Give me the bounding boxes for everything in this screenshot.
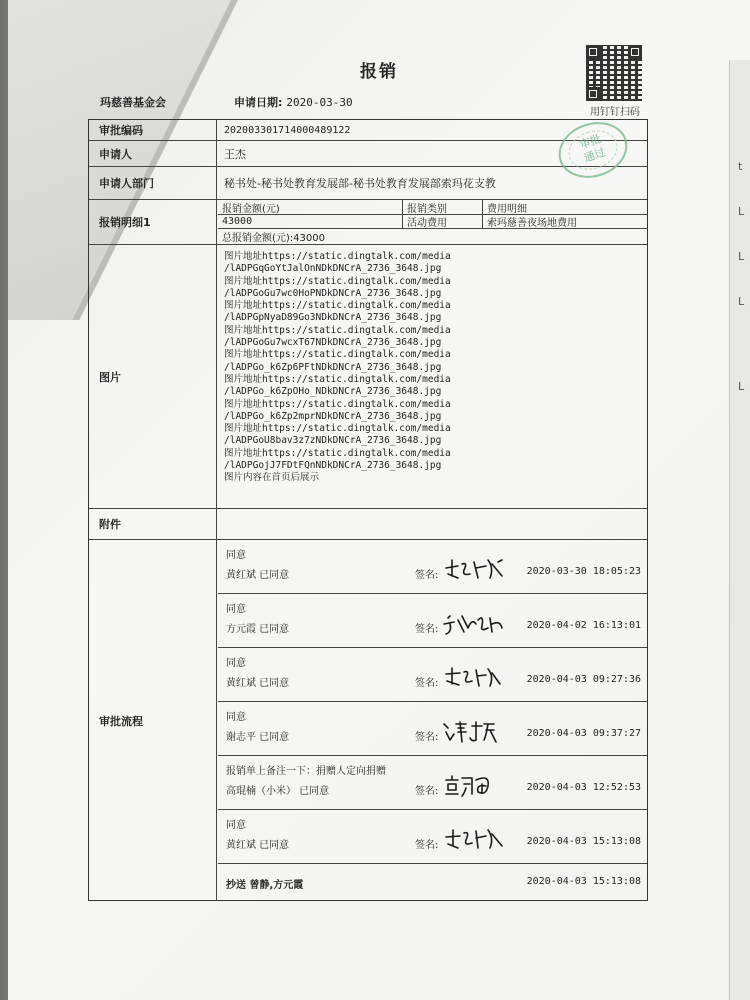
header-type: 报销类别 [403,200,483,215]
step-approver: 黄红斌 已同意 [226,570,290,581]
image-url-line: 图片地址https://static.dingtalk.com/media [224,251,451,262]
image-url-line: /lADPGo_k6Zp2mprNDkDNCrA_2736_3648.jpg [224,410,442,422]
image-url-line: 图片内容在首页后展示 [224,472,320,484]
qr-finder-icon [586,87,600,101]
image-url-line: 图片地址https://static.dingtalk.com/media [224,447,451,459]
image-url-line: /lADPGqGoYtJalOnNDkDNCrA_2736_3648.jpg [224,263,442,275]
approval-step [218,756,647,810]
header-amount: 报销金额(元) [218,200,403,215]
label-applicant: 申请人 [89,141,217,166]
step-time: 2020-04-03 09:37:27 [526,728,641,739]
label-expense-detail: 报销明细1 [89,200,217,244]
handwritten-signature [442,664,506,690]
value-amount: 43000 [218,215,403,229]
label-images: 图片 [89,245,217,508]
image-url-line: /lADPGpNyaD89Go3NDkDNCrA_2736_3648.jpg [224,312,442,324]
signature-label: 签名: [415,786,439,797]
approval-step [218,648,647,702]
expense-detail-grid [218,200,647,244]
label-attachments: 附件 [89,509,217,539]
handwritten-signature [442,556,506,582]
reimbursement-table [88,119,648,901]
step-approver: 黄红斌 已同意 [226,840,290,851]
side-mark: L [738,295,745,308]
step-time: 2020-04-03 12:52:53 [526,782,641,793]
step-approver: 高琨楠（小米） 已同意 [226,786,330,797]
document-title: 报销 [360,62,398,82]
approval-step [218,810,647,864]
approval-step [218,594,647,648]
approval-step [218,702,647,756]
step-note: 报销单上备注一下：捐赠人定向捐赠 [226,766,386,777]
image-url-line: 图片地址https://static.dingtalk.com/media [224,373,451,385]
step-note: 同意 [226,712,246,723]
image-url-line: 图片地址https://static.dingtalk.com/media [224,275,451,287]
adjacent-page-strip [729,60,750,1000]
image-url-line: /lADPGoU8bav3z7zNDkDNCrA_2736_3648.jpg [224,435,442,447]
side-mark: L [738,250,745,263]
apply-date-label: 申请日期: [234,96,283,109]
signature-label: 签名: [415,732,439,743]
signature-label: 签名: [415,570,439,581]
qr-finder-icon [628,45,642,59]
value-total: 总报销金额(元):43000 [222,232,325,244]
row-department [89,167,647,200]
document-page [8,0,750,1000]
step-time: 2020-04-02 16:13:01 [526,620,641,631]
signature-label: 签名: [415,678,439,689]
handwritten-signature [442,610,506,636]
qr-code-icon [586,45,642,101]
step-approver: 黄红斌 已同意 [226,678,290,689]
image-url-list [218,251,451,485]
label-department: 申请人部门 [89,167,217,199]
image-url-line: 图片地址https://static.dingtalk.com/media [224,398,451,410]
step-approver: 方元霞 已同意 [226,624,290,635]
image-url-line: /lADPGo_k6ZpOHo_NDkDNCrA_2736_3648.jpg [224,386,442,398]
value-attachments [218,509,647,539]
qr-caption: 用钉钉扫码 [590,107,640,118]
value-type: 活动费用 [403,215,483,229]
handwritten-signature [442,718,506,744]
side-mark: L [738,205,745,218]
qr-finder-icon [586,45,600,59]
image-url-line: 图片地址https://static.dingtalk.com/media [224,423,451,435]
step-time: 2020-03-30 18:05:23 [526,566,641,577]
image-url-line: 图片地址https://static.dingtalk.com/media [224,300,451,312]
step-approver: 谢志平 已同意 [226,732,290,743]
header-detail: 费用明细 [483,200,648,215]
stamp-line-2: 通过 [582,145,608,165]
organization-name: 玛慈善基金会 [100,96,166,109]
cc-recipients: 抄送 曾静,方元霞 [226,880,304,891]
apply-date-value: 2020-03-30 [286,96,353,109]
cc-time: 2020-04-03 15:13:08 [526,876,641,887]
side-mark: t [738,160,743,173]
value-department: 秘书处-秘书处教育发展部-秘书处教育发展部索玛花支教 [224,177,496,190]
image-url-line: 图片地址https://static.dingtalk.com/media [224,349,451,361]
label-approval-flow: 审批流程 [89,540,217,901]
step-note: 同意 [226,820,246,831]
handwritten-signature [442,826,506,852]
step-note: 同意 [226,658,246,669]
value-detail: 索玛慈善夜场地费用 [483,215,648,229]
row-expense-detail [89,200,647,245]
image-url-line: /lADPGoGu7wc0HoPNDkDNCrA_2736_3648.jpg [224,287,442,299]
row-approval-flow [89,540,647,901]
row-images [89,245,647,509]
image-url-line: /lADPGo_k6Zp6PFtNDkDNCrA_2736_3648.jpg [224,361,442,373]
label-approval-no: 审批编码 [89,120,217,140]
step-time: 2020-04-03 09:27:36 [526,674,641,685]
row-attachments [89,509,647,540]
image-url-line: 图片地址https://static.dingtalk.com/media [224,324,451,336]
step-note: 同意 [226,604,246,615]
image-url-line: /lADPGojJ7FDtFQnNDkDNCrA_2736_3648.jpg [224,460,442,472]
value-approval-no: 202003301714000489122 [224,124,351,136]
stamp-line-1: 审批 [577,132,603,152]
signature-label: 签名: [415,840,439,851]
signature-label: 签名: [415,624,439,635]
step-note: 同意 [226,550,246,561]
image-url-line: /lADPGoGu7wcxT67NDkDNCrA_2736_3648.jpg [224,337,442,349]
approval-step [218,540,647,594]
value-applicant: 王杰 [224,147,246,161]
side-mark: L [738,380,745,393]
apply-date [234,94,353,110]
cc-row [218,864,647,900]
step-time: 2020-04-03 15:13:08 [526,836,641,847]
handwritten-signature [442,772,506,798]
